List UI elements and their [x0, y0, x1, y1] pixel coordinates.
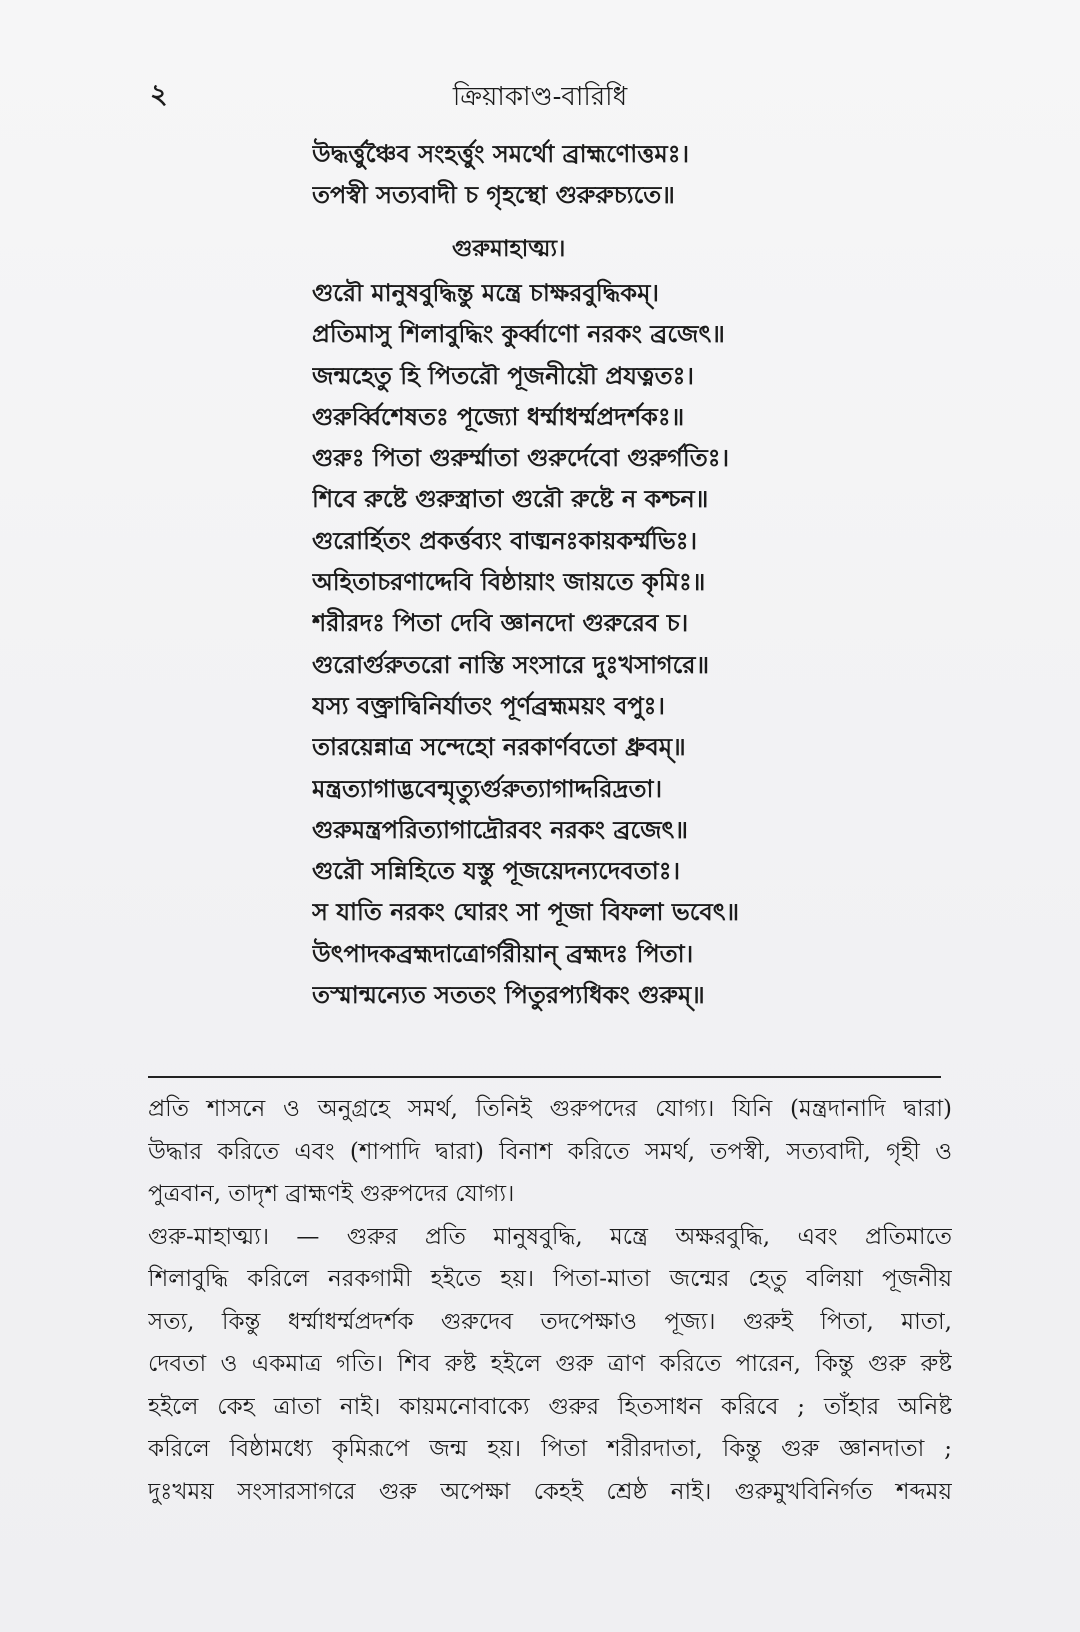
prose-line: হইলে কেহ ত্রাতা নাই। কায়মনোবাক্যে গুরুর হিতসাধন করিবে ; তাঁহার অনিষ্ট: [148, 1393, 952, 1420]
verse-line: শরীরদঃ পিতা দেবি জ্ঞানদো গুরুরেব চ।: [312, 608, 689, 638]
verse-line: গুরৌ মানুষবুদ্ধিন্তু মন্ত্রে চাক্ষরবুদ্ধিকম্।: [312, 278, 659, 307]
prose-line: পুত্রবান, তাদৃশ ব্রাহ্মণই গুরুপদের যোগ্য।: [148, 1181, 515, 1207]
prose-line: উদ্ধার করিতে এবং (শাপাদি দ্বারা) বিনাশ করিতে সমর্থ, তপস্বী, সত্যবাদী, গৃহী ও: [148, 1138, 952, 1165]
section-heading: গুরুমাহাত্ম্য।: [452, 235, 566, 262]
prose-line: করিলে বিষ্ঠামধ্যে কৃমিরূপে জন্ম হয়। পিতা শরীরদাতা, কিন্তু গুরু জ্ঞানদাতা ;: [148, 1436, 952, 1462]
page-number: ২: [150, 79, 168, 110]
verse-line: গুরুর্ব্বিশেষতঃ পূজ্যো ধর্ম্মাধর্ম্মপ্রদর্শকঃ॥: [312, 401, 685, 431]
prose-line: প্রতি শাসনে ও অনুগ্রহে সমর্থ, তিনিই গুরুপদের যোগ্য। যিনি (মন্ত্রদানাদি দ্বারা): [148, 1096, 952, 1122]
verse-line: উদ্ধর্ত্তুঞ্চৈব সংহর্ত্তুং সমর্থো ব্রাহ্মণোত্তমঃ।: [312, 139, 690, 168]
verse-line: গুরোর্হিতং প্রকর্ত্তব্যং বাঙ্মনঃকায়কর্ম্মভিঃ।: [312, 525, 698, 555]
prose-line: সত্য, কিন্তু ধর্ম্মাধর্ম্মপ্রদর্শক গুরুদেব তদপেক্ষাও পূজ্য। গুরুই পিতা, মাতা,: [148, 1308, 952, 1335]
verse-line: অহিতাচরণাদ্দেবি বিষ্ঠায়াং জায়তে কৃমিঃ॥: [312, 567, 706, 597]
verse-line: গুরৌ সন্নিহিতে যস্তু পূজয়েদন্যদেবতাঃ।: [312, 856, 681, 886]
verse-line: উৎপাদকব্রহ্মদাত্রোর্গরীয়ান্ ব্রহ্মদঃ পিতা।: [312, 938, 694, 968]
sanskrit-verses-intro: [312, 133, 1012, 216]
verse-line: প্রতিমাসু শিলাবুদ্ধিং কুর্ব্বাণো নরকং ব্রজেৎ॥: [312, 319, 725, 349]
verse-line: গুরুঃ পিতা গুরুর্ম্মাতা গুরুর্দেবো গুরুর্গতিঃ।: [312, 443, 730, 473]
running-title: ক্রিয়াকাণ্ড-বারিধি: [452, 82, 628, 112]
sanskrit-verses-main: [312, 272, 1012, 1015]
verse-line: মন্ত্রত্যাগাদ্ভবেন্মৃত্যুর্গুরুত্যাগাদ্দরিদ্রতা।: [312, 773, 663, 803]
footnote-divider: [148, 1076, 941, 1078]
prose-line: দেবতা ও একমাত্র গতি। শিব রুষ্ট হইলে গুরু ত্রাণ করিতে পারেন, কিন্তু গুরু রুষ্ট: [148, 1351, 952, 1377]
verse-line: গুরুমন্ত্রপরিত্যাগাদ্রৌরবং নরকং ব্রজেৎ॥: [312, 814, 688, 844]
verse-line: স যাতি নরকং ঘোরং সা পূজা বিফলা ভবেৎ॥: [312, 897, 740, 927]
verse-line: যস্য বক্ত্রাদ্বিনির্যাতং পূর্ণব্রহ্মময়ং বপুঃ।: [312, 690, 665, 720]
verse-line: শিবে রুষ্টে গুরুস্ত্রাতা গুরৌ রুষ্টে ন কশ্চন॥: [312, 484, 709, 514]
page-header: [0, 74, 1080, 118]
bengali-commentary: [148, 1088, 952, 1513]
prose-line: শিলাবুদ্ধি করিলে নরকগামী হইতে হয়। পিতা-মাতা জন্মের হেতু বলিয়া পূজনীয়: [148, 1266, 952, 1292]
prose-line: দুঃখময় সংসারসাগরে গুরু অপেক্ষা কেহই শ্রেষ্ঠ নাই। গুরুমুখবিনির্গত শব্দময়: [148, 1478, 952, 1505]
verse-line: তস্মান্মন্যেত সততং পিতুরপ্যধিকং গুরুম্॥: [312, 980, 705, 1010]
prose-line: গুরু-মাহাত্ম্য। — গুরুর প্রতি মানুষবুদ্ধি, মন্ত্রে অক্ষরবুদ্ধি, এবং প্রতিমাতে: [148, 1223, 952, 1250]
verse-line: তারয়েন্নাত্র সন্দেহো নরকার্ণবতো ধ্রুবম্॥: [312, 732, 686, 762]
verse-line: গুরোর্গুরুতরো নাস্তি সংসারে দুঃখসাগরে॥: [312, 649, 710, 679]
verse-line: তপস্বী সত্যবাদী চ গৃহস্থো গুরুরুচ্যতে॥: [312, 180, 675, 210]
verse-line: জন্মহেতু হি পিতরৌ পূজনীয়ৌ প্রযত্নতঃ।: [312, 360, 695, 390]
